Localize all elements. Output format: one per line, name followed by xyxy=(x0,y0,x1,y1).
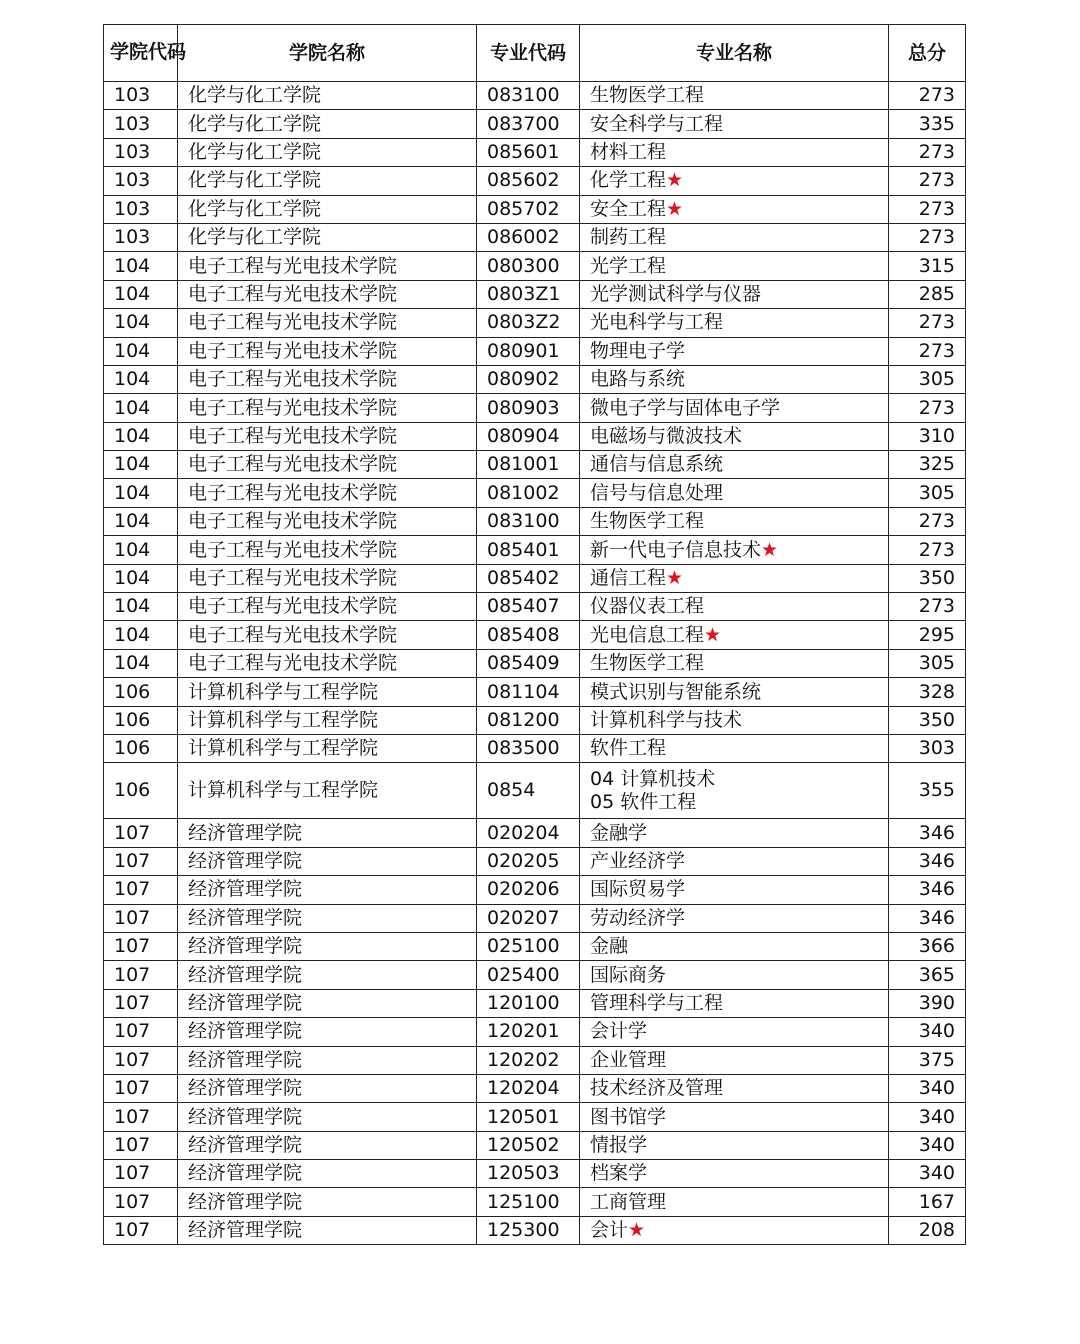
college-name-cell: 经济管理学院 xyxy=(178,989,477,1017)
major-name-text: 电路与系统 xyxy=(590,368,686,391)
college-code-cell: 104 xyxy=(104,564,178,592)
total-score-cell: 208 xyxy=(889,1216,966,1244)
college-name-cell: 电子工程与光电技术学院 xyxy=(178,394,477,422)
college-code-cell: 107 xyxy=(104,1216,178,1244)
major-name-text: 计算机科学与技术 xyxy=(590,708,743,731)
total-score-cell: 350 xyxy=(889,564,966,592)
college-name-cell: 经济管理学院 xyxy=(178,1018,477,1046)
major-name-cell xyxy=(580,1074,889,1102)
star-icon: ★ xyxy=(666,197,684,220)
college-name-cell: 经济管理学院 xyxy=(178,1074,477,1102)
college-code-cell: 107 xyxy=(104,1074,178,1102)
major-name-cell xyxy=(580,451,889,479)
total-score-cell: 340 xyxy=(889,1018,966,1046)
major-name-cell xyxy=(580,1046,889,1074)
college-code-cell: 107 xyxy=(104,1160,178,1188)
total-score-cell: 346 xyxy=(889,876,966,904)
total-score-cell: 273 xyxy=(889,167,966,195)
total-score-cell: 305 xyxy=(889,649,966,677)
college-name-cell: 经济管理学院 xyxy=(178,847,477,875)
total-score-cell: 340 xyxy=(889,1103,966,1131)
major-name-text: 通信与信息系统 xyxy=(590,453,724,476)
score-table xyxy=(103,24,966,1245)
college-code-cell: 104 xyxy=(104,507,178,535)
major-code-cell: 085401 xyxy=(477,536,580,564)
major-name-cell xyxy=(580,507,889,535)
total-score-cell: 273 xyxy=(889,337,966,365)
college-name-cell: 电子工程与光电技术学院 xyxy=(178,536,477,564)
major-code-cell: 081200 xyxy=(477,706,580,734)
college-name-cell: 电子工程与光电技术学院 xyxy=(178,479,477,507)
total-score-cell: 305 xyxy=(889,365,966,393)
major-code-cell: 025400 xyxy=(477,961,580,989)
college-name-cell: 化学与化工学院 xyxy=(178,82,477,110)
college-code-cell: 104 xyxy=(104,280,178,308)
total-score-cell: 273 xyxy=(889,507,966,535)
total-score-cell: 346 xyxy=(889,904,966,932)
total-score-cell: 295 xyxy=(889,621,966,649)
table-row xyxy=(104,621,966,649)
table-row xyxy=(104,167,966,195)
total-score-cell: 346 xyxy=(889,847,966,875)
header-major-name: 专业名称 xyxy=(580,25,889,82)
college-code-cell: 107 xyxy=(104,847,178,875)
college-code-cell: 107 xyxy=(104,1018,178,1046)
major-code-cell: 0854 xyxy=(477,763,580,819)
total-score-cell: 355 xyxy=(889,763,966,819)
major-name-text: 管理科学与工程 xyxy=(590,992,724,1015)
major-name-cell xyxy=(580,167,889,195)
major-code-cell: 020207 xyxy=(477,904,580,932)
major-name-text: 生物医学工程 xyxy=(590,510,705,533)
total-score-cell: 335 xyxy=(889,110,966,138)
major-code-cell: 020206 xyxy=(477,876,580,904)
table-row xyxy=(104,706,966,734)
college-name-cell: 经济管理学院 xyxy=(178,932,477,960)
college-code-cell: 104 xyxy=(104,479,178,507)
major-code-cell: 085409 xyxy=(477,649,580,677)
total-score-cell: 366 xyxy=(889,932,966,960)
major-name-text: 物理电子学 xyxy=(590,339,686,362)
college-code-cell: 107 xyxy=(104,819,178,847)
major-name-cell xyxy=(580,649,889,677)
major-name-cell xyxy=(580,932,889,960)
college-code-cell: 103 xyxy=(104,82,178,110)
major-name-text: 金融学 xyxy=(590,821,648,844)
table-row xyxy=(104,763,966,819)
table-row xyxy=(104,422,966,450)
college-code-cell: 106 xyxy=(104,678,178,706)
major-code-cell: 085408 xyxy=(477,621,580,649)
major-code-cell: 085702 xyxy=(477,195,580,223)
college-name-cell: 电子工程与光电技术学院 xyxy=(178,649,477,677)
major-name-cell xyxy=(580,138,889,166)
major-name-cell xyxy=(580,110,889,138)
major-code-cell: 081002 xyxy=(477,479,580,507)
major-name-text: 软件工程 xyxy=(590,737,667,760)
table-row xyxy=(104,195,966,223)
table-row xyxy=(104,876,966,904)
major-code-cell: 086002 xyxy=(477,223,580,251)
major-name-text: 光学工程 xyxy=(590,254,667,277)
table-row xyxy=(104,847,966,875)
major-name-text: 通信工程 xyxy=(590,566,667,589)
major-name-text: 信号与信息处理 xyxy=(590,481,724,504)
college-code-cell: 104 xyxy=(104,309,178,337)
table-row xyxy=(104,593,966,621)
major-name-cell xyxy=(580,876,889,904)
college-code-cell: 106 xyxy=(104,706,178,734)
major-name-text: 工商管理 xyxy=(590,1190,667,1213)
college-code-cell: 107 xyxy=(104,904,178,932)
total-score-cell: 273 xyxy=(889,195,966,223)
total-score-cell: 273 xyxy=(889,138,966,166)
college-name-cell: 经济管理学院 xyxy=(178,1131,477,1159)
major-code-cell: 085602 xyxy=(477,167,580,195)
college-code-cell: 104 xyxy=(104,394,178,422)
major-name-cell xyxy=(580,989,889,1017)
major-name-text: 技术经济及管理 xyxy=(590,1077,724,1100)
star-icon: ★ xyxy=(666,566,684,589)
major-name-cell xyxy=(580,1216,889,1244)
header-row xyxy=(104,25,966,82)
total-score-cell: 273 xyxy=(889,536,966,564)
table-row xyxy=(104,1103,966,1131)
college-code-cell: 104 xyxy=(104,536,178,564)
college-code-cell: 107 xyxy=(104,961,178,989)
major-name-text: 光电科学与工程 xyxy=(590,311,724,334)
major-name-text: 化学工程 xyxy=(590,169,667,192)
college-name-cell: 电子工程与光电技术学院 xyxy=(178,309,477,337)
table-row xyxy=(104,536,966,564)
star-icon: ★ xyxy=(761,538,779,561)
major-code-cell: 083100 xyxy=(477,507,580,535)
table-row xyxy=(104,110,966,138)
total-score-cell: 310 xyxy=(889,422,966,450)
major-code-cell: 083500 xyxy=(477,734,580,762)
table-row xyxy=(104,365,966,393)
major-code-cell: 080901 xyxy=(477,337,580,365)
major-code-cell: 0803Z1 xyxy=(477,280,580,308)
major-name-text: 会计学 xyxy=(590,1020,648,1043)
table-row xyxy=(104,223,966,251)
star-icon: ★ xyxy=(704,623,722,646)
major-code-cell: 083100 xyxy=(477,82,580,110)
table-row xyxy=(104,309,966,337)
college-code-cell: 107 xyxy=(104,1131,178,1159)
college-name-cell: 经济管理学院 xyxy=(178,904,477,932)
major-name-cell xyxy=(580,621,889,649)
header-college-code: 学院代码 xyxy=(104,25,178,82)
major-name-text: 国际贸易学 xyxy=(590,878,686,901)
major-code-cell: 080903 xyxy=(477,394,580,422)
major-name-text: 劳动经济学 xyxy=(590,906,686,929)
table-row xyxy=(104,280,966,308)
major-code-cell: 120502 xyxy=(477,1131,580,1159)
college-name-cell: 经济管理学院 xyxy=(178,1188,477,1216)
college-code-cell: 103 xyxy=(104,223,178,251)
college-name-cell: 电子工程与光电技术学院 xyxy=(178,564,477,592)
total-score-cell: 273 xyxy=(889,309,966,337)
major-name-text: 生物医学工程 xyxy=(590,652,705,675)
college-name-cell: 电子工程与光电技术学院 xyxy=(178,621,477,649)
major-name-cell xyxy=(580,904,889,932)
table-row xyxy=(104,1216,966,1244)
college-code-cell: 107 xyxy=(104,1046,178,1074)
major-name-text: 电磁场与微波技术 xyxy=(590,424,743,447)
total-score-cell: 285 xyxy=(889,280,966,308)
table-row xyxy=(104,337,966,365)
college-name-cell: 电子工程与光电技术学院 xyxy=(178,507,477,535)
college-name-cell: 计算机科学与工程学院 xyxy=(178,678,477,706)
total-score-cell: 340 xyxy=(889,1131,966,1159)
major-code-cell: 125100 xyxy=(477,1188,580,1216)
college-name-cell: 计算机科学与工程学院 xyxy=(178,763,477,819)
major-name-cell xyxy=(580,479,889,507)
table-row xyxy=(104,1131,966,1159)
major-name-text: 情报学 xyxy=(590,1133,648,1156)
college-code-cell: 104 xyxy=(104,337,178,365)
major-name-cell xyxy=(580,1160,889,1188)
table-row xyxy=(104,394,966,422)
college-name-cell: 电子工程与光电技术学院 xyxy=(178,365,477,393)
major-name-cell xyxy=(580,819,889,847)
major-name-cell xyxy=(580,734,889,762)
major-name-cell xyxy=(580,961,889,989)
college-name-cell: 化学与化工学院 xyxy=(178,195,477,223)
total-score-cell: 328 xyxy=(889,678,966,706)
table-row xyxy=(104,649,966,677)
college-name-cell: 计算机科学与工程学院 xyxy=(178,706,477,734)
major-name-cell xyxy=(580,82,889,110)
major-code-cell: 120201 xyxy=(477,1018,580,1046)
college-code-cell: 104 xyxy=(104,365,178,393)
college-name-cell: 电子工程与光电技术学院 xyxy=(178,422,477,450)
major-name-text: 安全工程 xyxy=(590,197,667,220)
major-name-cell xyxy=(580,678,889,706)
table-row xyxy=(104,961,966,989)
total-score-cell: 273 xyxy=(889,82,966,110)
major-code-cell: 020205 xyxy=(477,847,580,875)
major-code-cell: 080902 xyxy=(477,365,580,393)
total-score-cell: 273 xyxy=(889,394,966,422)
major-code-cell: 120100 xyxy=(477,989,580,1017)
table-row xyxy=(104,734,966,762)
total-score-cell: 346 xyxy=(889,819,966,847)
college-code-cell: 107 xyxy=(104,1188,178,1216)
total-score-cell: 340 xyxy=(889,1160,966,1188)
table-row xyxy=(104,138,966,166)
college-name-cell: 经济管理学院 xyxy=(178,1046,477,1074)
table-row xyxy=(104,451,966,479)
table-row xyxy=(104,932,966,960)
major-name-text: 制药工程 xyxy=(590,226,667,249)
major-name-text: 仪器仪表工程 xyxy=(590,595,705,618)
college-name-cell: 经济管理学院 xyxy=(178,961,477,989)
table-row xyxy=(104,564,966,592)
table-row xyxy=(104,1160,966,1188)
table-row xyxy=(104,678,966,706)
major-name-text: 会计 xyxy=(590,1219,629,1242)
college-name-cell: 电子工程与光电技术学院 xyxy=(178,337,477,365)
major-name-text: 光电信息工程 xyxy=(590,623,705,646)
total-score-cell: 325 xyxy=(889,451,966,479)
table-row xyxy=(104,507,966,535)
star-icon: ★ xyxy=(666,169,684,192)
college-name-cell: 经济管理学院 xyxy=(178,876,477,904)
table-body xyxy=(104,82,966,1245)
major-name-cell xyxy=(580,195,889,223)
major-code-cell: 080300 xyxy=(477,252,580,280)
total-score-cell: 390 xyxy=(889,989,966,1017)
major-name-cell xyxy=(580,763,889,819)
major-code-cell: 080904 xyxy=(477,422,580,450)
total-score-cell: 315 xyxy=(889,252,966,280)
college-name-cell: 电子工程与光电技术学院 xyxy=(178,593,477,621)
header-major-code: 专业代码 xyxy=(477,25,580,82)
college-code-cell: 103 xyxy=(104,167,178,195)
major-name-text: 金融 xyxy=(590,935,629,958)
major-code-cell: 120204 xyxy=(477,1074,580,1102)
major-name-cell xyxy=(580,1131,889,1159)
major-name-text: 图书馆学 xyxy=(590,1105,667,1128)
table-row xyxy=(104,1074,966,1102)
total-score-cell: 350 xyxy=(889,706,966,734)
college-code-cell: 103 xyxy=(104,138,178,166)
major-code-cell: 120501 xyxy=(477,1103,580,1131)
college-code-cell: 103 xyxy=(104,110,178,138)
college-name-cell: 电子工程与光电技术学院 xyxy=(178,252,477,280)
header-total-score: 总分 xyxy=(889,25,966,82)
major-name-text: 04 计算机技术 xyxy=(590,768,716,791)
total-score-cell: 365 xyxy=(889,961,966,989)
major-name-text: 微电子学与固体电子学 xyxy=(590,396,781,419)
major-name-cell xyxy=(580,252,889,280)
major-code-cell: 085407 xyxy=(477,593,580,621)
college-code-cell: 104 xyxy=(104,451,178,479)
major-name-text: 产业经济学 xyxy=(590,850,686,873)
college-name-cell: 经济管理学院 xyxy=(178,1216,477,1244)
major-name-cell xyxy=(580,1103,889,1131)
total-score-cell: 167 xyxy=(889,1188,966,1216)
major-code-cell: 085601 xyxy=(477,138,580,166)
major-code-cell: 120503 xyxy=(477,1160,580,1188)
major-name-cell xyxy=(580,1188,889,1216)
college-name-cell: 经济管理学院 xyxy=(178,1103,477,1131)
total-score-cell: 273 xyxy=(889,593,966,621)
college-code-cell: 104 xyxy=(104,252,178,280)
major-name-text: 光学测试科学与仪器 xyxy=(590,283,762,306)
major-name-text: 安全科学与工程 xyxy=(590,112,724,135)
major-code-cell: 083700 xyxy=(477,110,580,138)
college-code-cell: 107 xyxy=(104,989,178,1017)
college-code-cell: 107 xyxy=(104,876,178,904)
college-name-cell: 计算机科学与工程学院 xyxy=(178,734,477,762)
major-name-cell xyxy=(580,564,889,592)
college-code-cell: 104 xyxy=(104,621,178,649)
college-code-cell: 107 xyxy=(104,932,178,960)
table-row xyxy=(104,819,966,847)
major-name-cell xyxy=(580,223,889,251)
major-code-cell: 085402 xyxy=(477,564,580,592)
major-code-cell: 0803Z2 xyxy=(477,309,580,337)
total-score-cell: 273 xyxy=(889,223,966,251)
major-name-text: 新一代电子信息技术 xyxy=(590,538,762,561)
table-row xyxy=(104,252,966,280)
college-name-cell: 化学与化工学院 xyxy=(178,167,477,195)
major-code-cell: 025100 xyxy=(477,932,580,960)
major-name-cell xyxy=(580,394,889,422)
major-name-cell xyxy=(580,593,889,621)
major-name-cell xyxy=(580,280,889,308)
major-name-text: 生物医学工程 xyxy=(590,84,705,107)
major-name-cell xyxy=(580,847,889,875)
college-code-cell: 103 xyxy=(104,195,178,223)
college-name-cell: 化学与化工学院 xyxy=(178,138,477,166)
college-name-cell: 化学与化工学院 xyxy=(178,110,477,138)
major-name-text: 档案学 xyxy=(590,1162,648,1185)
major-code-cell: 081104 xyxy=(477,678,580,706)
major-name-cell xyxy=(580,309,889,337)
major-name-cell xyxy=(580,706,889,734)
major-name-cell xyxy=(580,365,889,393)
college-code-cell: 104 xyxy=(104,593,178,621)
table-row xyxy=(104,1046,966,1074)
major-name-cell xyxy=(580,1018,889,1046)
college-name-cell: 经济管理学院 xyxy=(178,819,477,847)
college-name-cell: 经济管理学院 xyxy=(178,1160,477,1188)
major-name-text: 企业管理 xyxy=(590,1048,667,1071)
table-row xyxy=(104,1018,966,1046)
major-name-text: 国际商务 xyxy=(590,963,667,986)
college-code-cell: 104 xyxy=(104,422,178,450)
major-code-cell: 120202 xyxy=(477,1046,580,1074)
total-score-cell: 340 xyxy=(889,1074,966,1102)
college-name-cell: 化学与化工学院 xyxy=(178,223,477,251)
major-name-cell xyxy=(580,422,889,450)
table-row xyxy=(104,479,966,507)
college-name-cell: 电子工程与光电技术学院 xyxy=(178,280,477,308)
college-code-cell: 106 xyxy=(104,734,178,762)
star-icon: ★ xyxy=(628,1219,646,1242)
major-code-cell: 020204 xyxy=(477,819,580,847)
header-college-name: 学院名称 xyxy=(178,25,477,82)
major-code-cell: 081001 xyxy=(477,451,580,479)
major-name-text: 材料工程 xyxy=(590,141,667,164)
college-code-cell: 106 xyxy=(104,763,178,819)
college-code-cell: 104 xyxy=(104,649,178,677)
college-name-cell: 电子工程与光电技术学院 xyxy=(178,451,477,479)
table-row xyxy=(104,82,966,110)
total-score-cell: 305 xyxy=(889,479,966,507)
major-name-text-line2: 05 软件工程 xyxy=(590,790,697,813)
major-name-cell xyxy=(580,536,889,564)
table-row xyxy=(104,989,966,1017)
total-score-cell: 375 xyxy=(889,1046,966,1074)
table-row xyxy=(104,904,966,932)
major-name-text: 模式识别与智能系统 xyxy=(590,680,762,703)
major-name-cell xyxy=(580,337,889,365)
total-score-cell: 303 xyxy=(889,734,966,762)
table-row xyxy=(104,1188,966,1216)
college-code-cell: 107 xyxy=(104,1103,178,1131)
major-code-cell: 125300 xyxy=(477,1216,580,1244)
